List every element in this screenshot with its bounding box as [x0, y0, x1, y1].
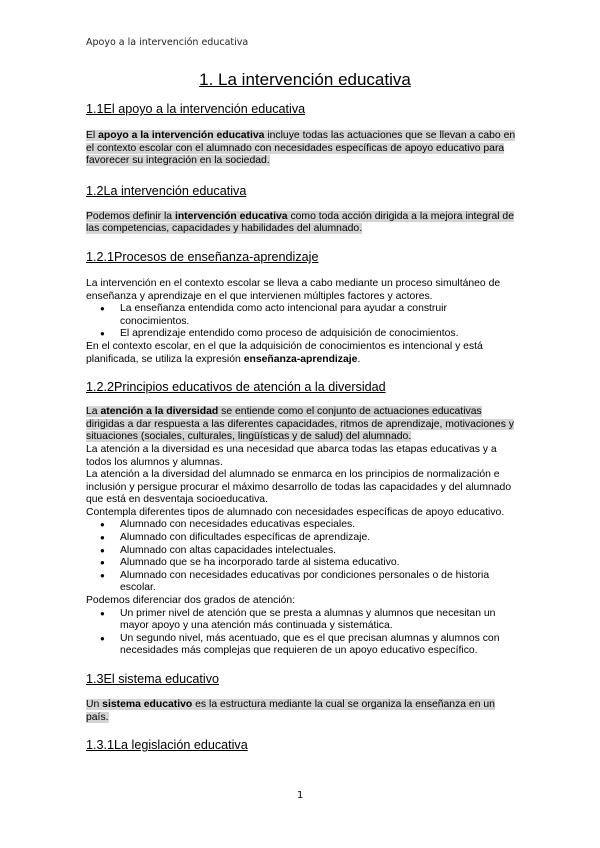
attention-grades-list [86, 608, 516, 658]
list-item: ● Alumnado con necesidades educativas por condiciones personales o de historia escolar. [120, 570, 516, 595]
section-1-2-2-paragraph-1: La atención a la diversidad se entiende como el conjunto de actuaciones educativas dirigidas a dar respuesta a las diferentes capacidades, ritmos de aprendizaje, motivaciones y situaciones (sociales, culturales, lingüísticas y de salud) del alumnado. [86, 406, 514, 443]
list-item: ● Alumnado con necesidades educativas especiales. [120, 519, 516, 532]
section-1-2-1-paragraph-2: En el contexto escolar, en el que la adquisición de conocimientos es intencional y está planificada, se utiliza la expresión enseñanza-aprendizaje. [86, 340, 483, 365]
section-1-2-paragraph: Podemos definir la intervención educativa como toda acción dirigida a la mejora integral de las competencias, capacidades y habilidades del alumnado. [86, 210, 514, 235]
section-heading-1-2: 1.2La intervención educativa [86, 183, 247, 198]
list-item: ● Alumnado con altas capacidades intelectuales. [120, 545, 516, 558]
list-item: ● Alumnado que se ha incorporado tarde al sistema educativo. [120, 557, 516, 570]
document-body [86, 70, 516, 753]
section-heading-1-3-1: 1.3.1La legislación educativa [86, 738, 248, 753]
section-1-2-2-paragraph-3: La atención a la diversidad del alumnado se enmarca en los principios de normalización e inclusión y persigue procurar el máximo desarrollo de todas las capacidades y del alumnado que está en desventaja socioeducativa. [86, 469, 512, 506]
list-item: ● Un segundo nivel, más acentuado, que es el que precisan alumnas y alumnos con necesidades más complejas que requieren de un apoyo educativo específico. [120, 633, 516, 658]
section-heading-1-2-2: 1.2.2Principios educativos de atención a la diversidad [86, 380, 386, 395]
section-1-2-2-paragraph-5: Podemos diferenciar dos grados de atención: [86, 595, 296, 607]
section-heading-1-3: 1.3El sistema educativo [86, 672, 220, 686]
teaching-learning-list [86, 303, 516, 341]
section-1-3-paragraph: Un sistema educativo es la estructura mediante la cual se organiza la enseñanza en un país. [86, 699, 495, 723]
page-number: 1 [297, 790, 304, 801]
section-1-1-paragraph: El apoyo a la intervención educativa incluye todas las actuaciones que se llevan a cabo en el contexto escolar con el alumnado con necesidades específicas de apoyo educativo para favorecer su integración en la sociedad. [86, 130, 516, 167]
running-header: Apoyo a la intervención educativa [86, 37, 249, 48]
list-item: ● El aprendizaje entendido como proceso de adquisición de conocimientos. [120, 328, 516, 341]
list-item: ● Un primer nivel de atención que se presta a alumnas y alumnos que necesitan un mayor apoyo y una atención más continuada y sistemática. [120, 608, 516, 633]
list-item: ● La enseñanza entendida como acto intencional para ayudar a construir conocimientos. [120, 303, 516, 328]
section-heading-1-2-1: 1.2.1Procesos de enseñanza-aprendizaje [86, 249, 319, 264]
student-types-list [86, 519, 516, 595]
document-title: 1. La intervención educativa [199, 70, 411, 89]
section-1-2-1-paragraph-1: La intervención en el contexto escolar se lleva a cabo mediante un proceso simultáneo de enseñanza y aprendizaje en el que intervienen múltiples factores y actores. [86, 277, 501, 302]
list-item: ● Alumnado con dificultades específicas de aprendizaje. [120, 532, 516, 545]
section-1-2-2-paragraph-4: Contempla diferentes tipos de alumnado con necesidades específicas de apoyo educativo. [86, 506, 505, 518]
section-heading-1-1: 1.1El apoyo a la intervención educativa [86, 102, 306, 116]
section-1-2-2-paragraph-2: La atención a la diversidad es una necesidad que abarca todas las etapas educativas y a todos los alumnos y alumnas. [86, 443, 497, 468]
